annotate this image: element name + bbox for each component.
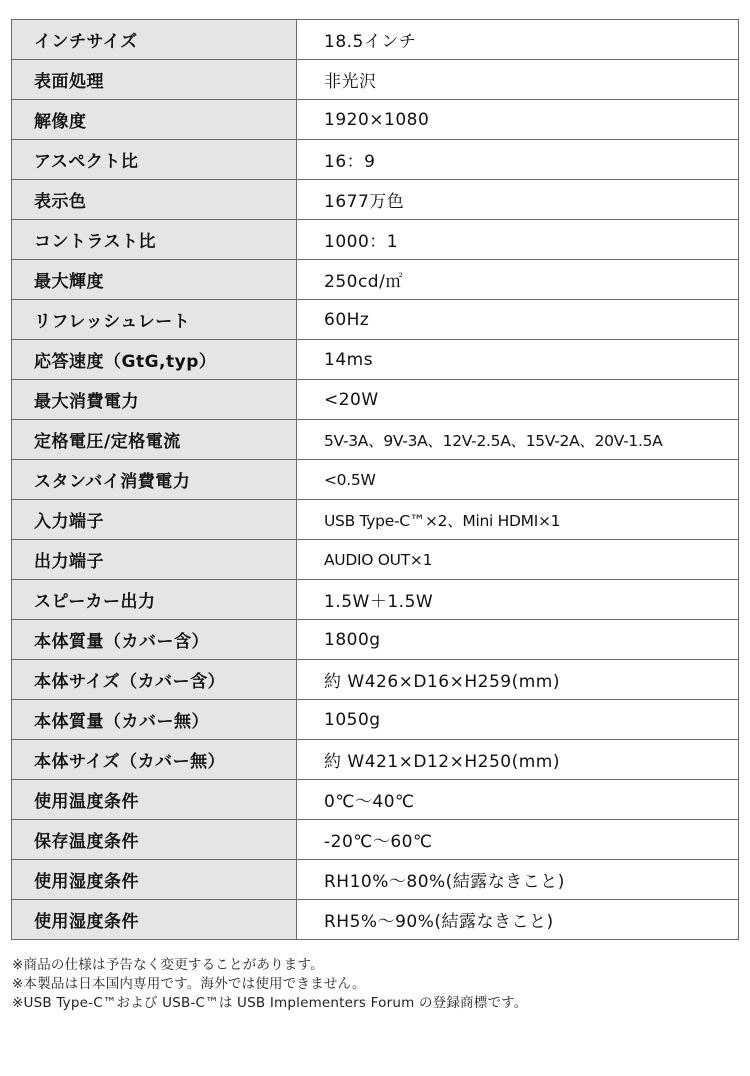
spec-value: <20W bbox=[297, 380, 739, 420]
note-line: ※商品の仕様は予告なく変更することがあります。 bbox=[12, 957, 324, 973]
spec-row bbox=[12, 260, 739, 300]
spec-row bbox=[12, 500, 739, 540]
spec-value: 5V-3A、9V-3A、12V-2.5A、15V-2A、20V-1.5A bbox=[297, 420, 739, 460]
spec-value: 1677万色 bbox=[297, 180, 739, 220]
spec-value: 1920×1080 bbox=[297, 100, 739, 140]
spec-value: 1.5W＋1.5W bbox=[297, 580, 739, 620]
spec-row bbox=[12, 140, 739, 180]
spec-value: 14ms bbox=[297, 340, 739, 380]
spec-row bbox=[12, 900, 739, 940]
spec-row bbox=[12, 820, 739, 860]
spec-value: 60Hz bbox=[297, 300, 739, 340]
spec-value: 0℃～40℃ bbox=[297, 780, 739, 820]
spec-value: 1050g bbox=[297, 700, 739, 740]
spec-row bbox=[12, 220, 739, 260]
spec-label: 解像度 bbox=[12, 100, 297, 140]
spec-row bbox=[12, 620, 739, 660]
spec-label: 本体質量（カバー含） bbox=[12, 620, 297, 660]
spec-value: 約 W421×D12×H250(mm) bbox=[297, 740, 739, 780]
spec-label: 本体サイズ（カバー含） bbox=[12, 660, 297, 700]
spec-label: コントラスト比 bbox=[12, 220, 297, 260]
spec-value: 非光沢 bbox=[297, 60, 739, 100]
spec-table bbox=[11, 19, 739, 940]
notes-section bbox=[12, 956, 742, 1013]
spec-value: 1000：1 bbox=[297, 220, 739, 260]
spec-label: 入力端子 bbox=[12, 500, 297, 540]
spec-row bbox=[12, 580, 739, 620]
spec-value: RH5%～90%(結露なきこと) bbox=[297, 900, 739, 940]
spec-value: 1800g bbox=[297, 620, 739, 660]
note-line: ※本製品は日本国内専用です。海外では使用できません。 bbox=[12, 976, 366, 992]
spec-value: <0.5W bbox=[297, 460, 739, 500]
spec-label: リフレッシュレート bbox=[12, 300, 297, 340]
spec-value: -20℃～60℃ bbox=[297, 820, 739, 860]
spec-row bbox=[12, 860, 739, 900]
spec-label: 表示色 bbox=[12, 180, 297, 220]
spec-row bbox=[12, 540, 739, 580]
spec-row bbox=[12, 100, 739, 140]
spec-label: 最大消費電力 bbox=[12, 380, 297, 420]
spec-table-body bbox=[12, 20, 739, 940]
spec-value: RH10%～80%(結露なきこと) bbox=[297, 860, 739, 900]
spec-label: 保存温度条件 bbox=[12, 820, 297, 860]
spec-row bbox=[12, 180, 739, 220]
spec-value: 約 W426×D16×H259(mm) bbox=[297, 660, 739, 700]
spec-label: インチサイズ bbox=[12, 20, 297, 60]
spec-row bbox=[12, 780, 739, 820]
spec-row bbox=[12, 20, 739, 60]
spec-label: スタンバイ消費電力 bbox=[12, 460, 297, 500]
spec-label: 使用湿度条件 bbox=[12, 900, 297, 940]
spec-row bbox=[12, 380, 739, 420]
spec-row bbox=[12, 420, 739, 460]
spec-label: 表面処理 bbox=[12, 60, 297, 100]
spec-label: 本体サイズ（カバー無） bbox=[12, 740, 297, 780]
spec-value: 250cd/㎡ bbox=[297, 260, 739, 300]
spec-row bbox=[12, 300, 739, 340]
spec-label: 最大輝度 bbox=[12, 260, 297, 300]
spec-label: 本体質量（カバー無） bbox=[12, 700, 297, 740]
spec-label: 出力端子 bbox=[12, 540, 297, 580]
spec-label: 使用温度条件 bbox=[12, 780, 297, 820]
spec-value: 16：9 bbox=[297, 140, 739, 180]
spec-label: アスペクト比 bbox=[12, 140, 297, 180]
spec-label: スピーカー出力 bbox=[12, 580, 297, 620]
spec-row bbox=[12, 60, 739, 100]
spec-row bbox=[12, 460, 739, 500]
note-line: ※USB Type-C™および USB-C™は USB Implementers Forum の登録商標です。 bbox=[12, 995, 528, 1011]
spec-label: 応答速度（GtG,typ） bbox=[12, 340, 297, 380]
spec-value: AUDIO OUT×1 bbox=[297, 540, 739, 580]
spec-value: USB Type-C™×2、Mini HDMI×1 bbox=[297, 500, 739, 540]
spec-value: 18.5インチ bbox=[297, 20, 739, 60]
spec-label: 使用湿度条件 bbox=[12, 860, 297, 900]
spec-label: 定格電圧/定格電流 bbox=[12, 420, 297, 460]
spec-row bbox=[12, 740, 739, 780]
spec-row bbox=[12, 700, 739, 740]
spec-row bbox=[12, 340, 739, 380]
spec-row bbox=[12, 660, 739, 700]
